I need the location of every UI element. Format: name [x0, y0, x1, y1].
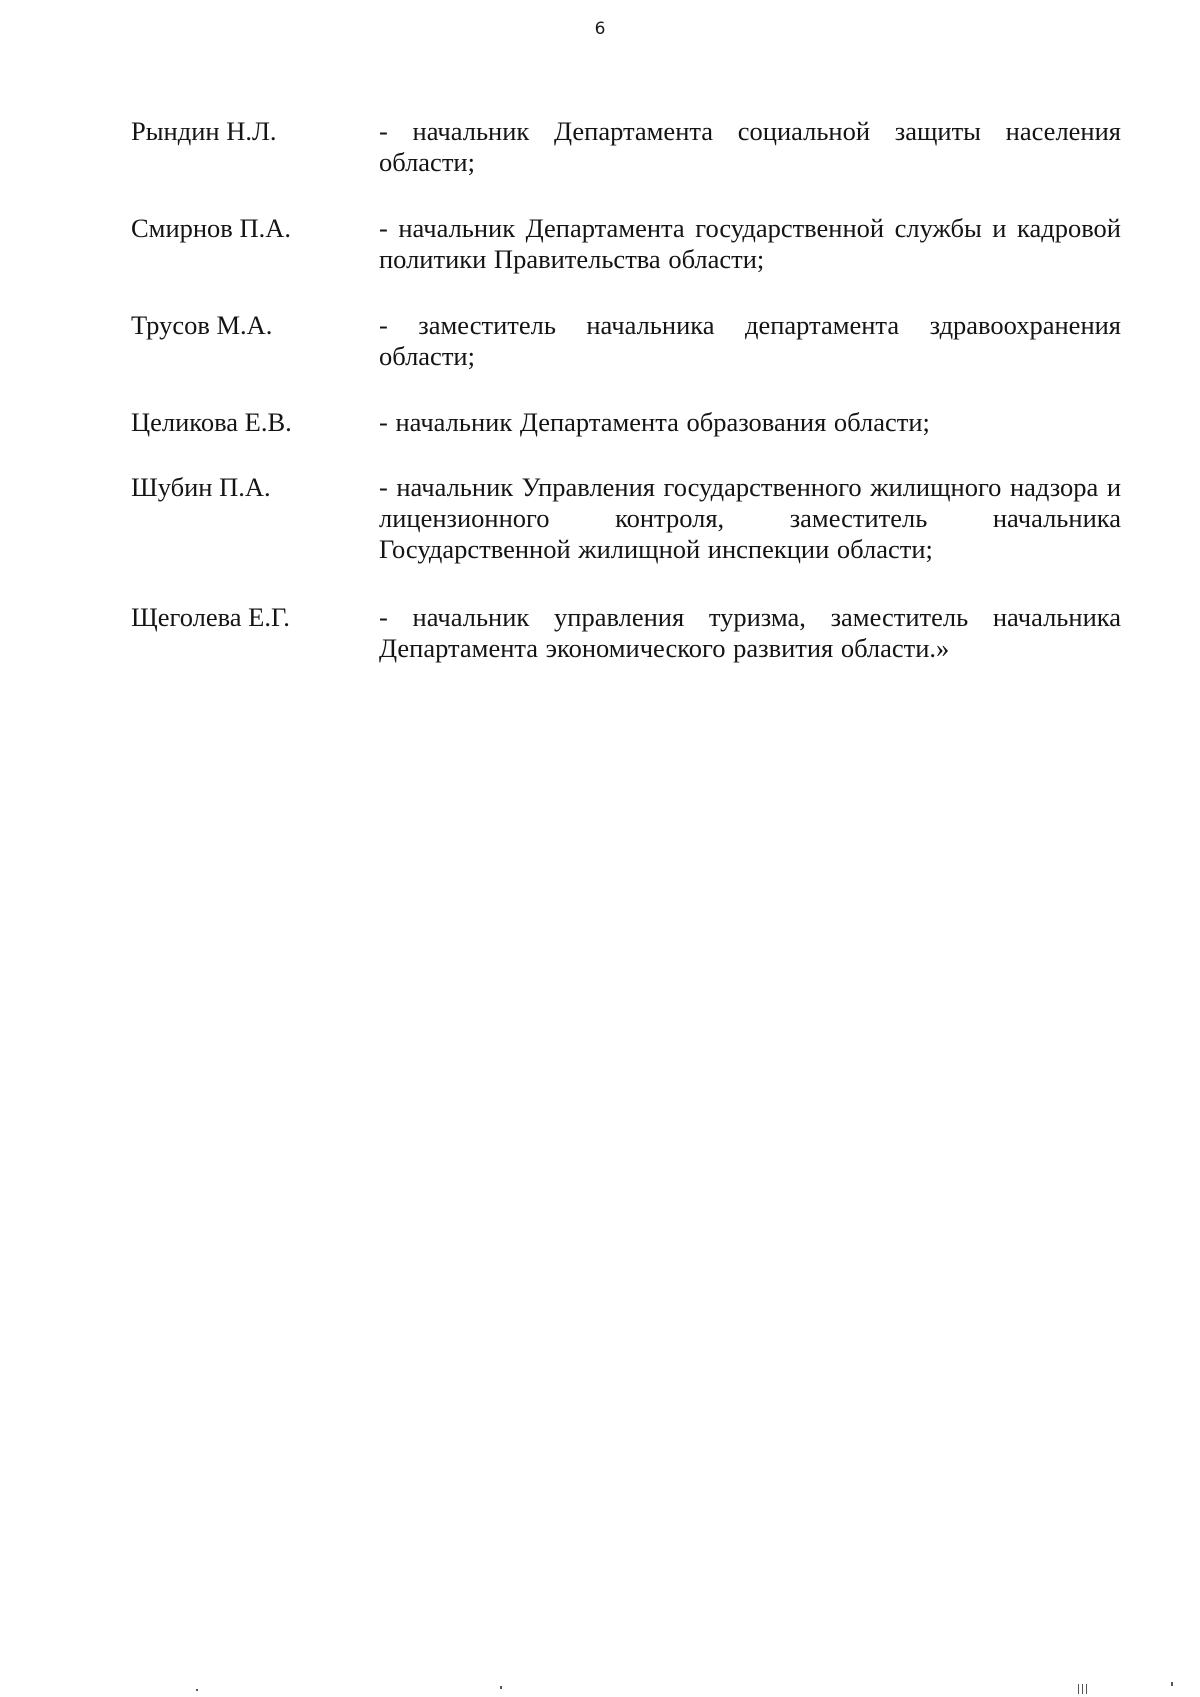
member-name: Целикова Е.В. [131, 407, 292, 437]
member-entry [131, 213, 1121, 275]
scan-artifact [196, 1689, 198, 1691]
member-position: - начальник Управления государственного жилищного надзора и лицензионного контроля, заместитель начальника Государственной жилищной инспекции области; [379, 472, 1121, 564]
member-name: Смирнов П.А. [131, 213, 291, 243]
scan-artifact [1078, 1684, 1079, 1694]
scan-artifact [1086, 1684, 1087, 1694]
page-number: 6 [594, 19, 606, 39]
member-name: Рындин Н.Л. [131, 116, 277, 146]
member-entry [131, 310, 1121, 372]
member-entry [131, 602, 1121, 664]
scan-artifact [1082, 1684, 1083, 1694]
member-position: - начальник Департамента государственной службы и кадровой политики Правительства области; [379, 213, 1121, 274]
member-entry [131, 407, 1121, 438]
scan-artifact [1171, 1682, 1173, 1686]
member-position: - начальник Департамента социальной защиты населения области; [379, 116, 1121, 177]
member-position: - начальник управления туризма, заместитель начальника Департамента экономического развития области.» [379, 602, 1121, 663]
member-entry [131, 116, 1121, 178]
member-position: - заместитель начальника департамента здравоохранения области; [379, 310, 1121, 371]
member-name: Шубин П.А. [131, 472, 271, 502]
member-position: - начальник Департамента образования области; [379, 407, 930, 437]
member-name: Трусов М.А. [131, 310, 273, 340]
member-name: Щеголева Е.Г. [131, 602, 290, 632]
member-entry [131, 472, 1121, 565]
scan-artifact [500, 1686, 502, 1689]
